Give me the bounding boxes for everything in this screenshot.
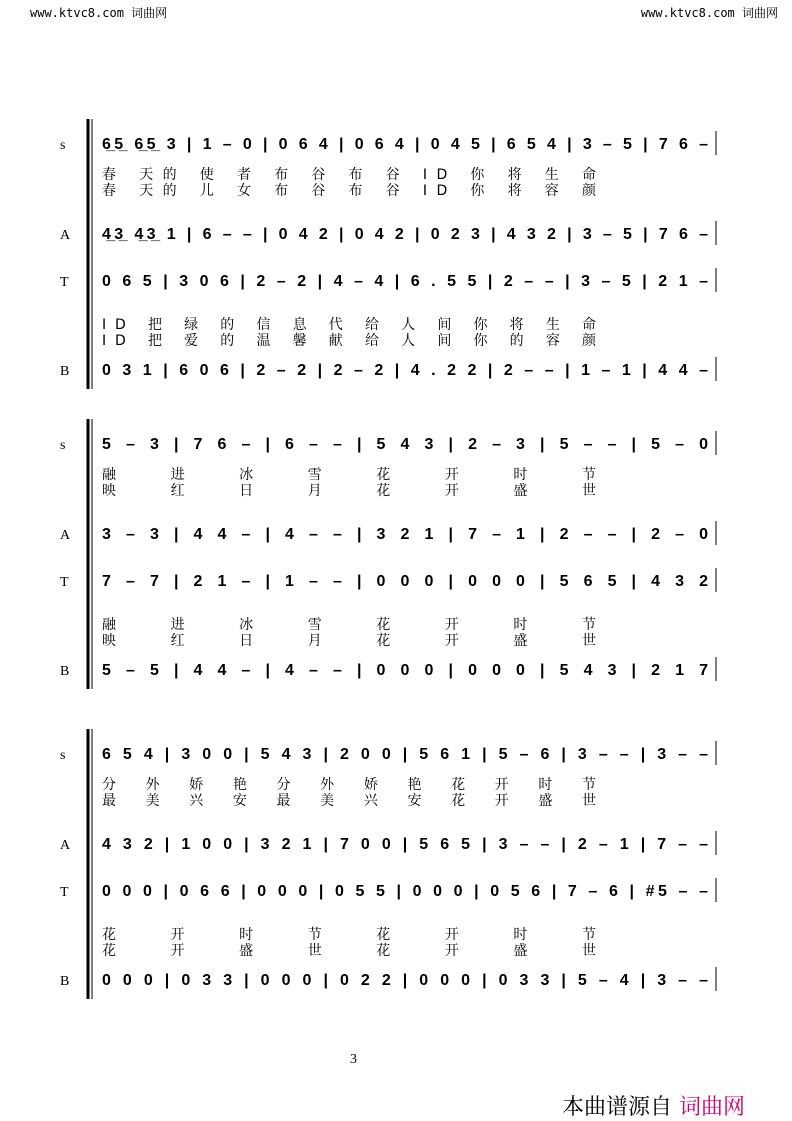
notation-row: 0 6 5 | 3 0 6 | 2 – 2 | 4 – 4 | 6 . 5 5 | 2 – – | 3 – 5 | 2 1 –: [102, 273, 709, 290]
notation-row: 7 – 7 | 2 1 – | 1 – – | 0 0 0 | 0 0 0 | 5 6 5 | 4 3 2: [102, 573, 708, 590]
lyric-row: ID 把 绿 的 信 息 代 给 人 间 你 将 生 命: [102, 317, 596, 333]
voice-label-B: B: [60, 974, 70, 989]
notation-row: 5 – 5 | 4 4 – | 4 – – | 0 0 0 | 0 0 0 | 5 4 3 | 2 1 7: [102, 662, 708, 679]
voice-label-B: B: [60, 364, 70, 379]
voice-label-T: T: [60, 575, 69, 590]
source-brand[interactable]: 词曲网: [679, 1095, 746, 1120]
lyric-row: 春 天的 儿 女 布 谷 布 谷 ID 你 将 容 颜: [102, 183, 596, 199]
lyric-row: 最 美 兴 安 最 美 兴 安 花 开 盛 世: [102, 793, 596, 809]
lyric-row: 花 开 盛 世 花 开 盛 世: [102, 943, 596, 959]
notation-row: 4̲3̲ 4̲3̲ 1 | 6 – – | 0 4 2 | 0 4 2 | 0 2 3 | 4 3 2 | 3 – 5 | 7 6 –: [102, 226, 709, 243]
lyric-row: 春 天的 使 者 布 谷 布 谷 ID 你 将 生 命: [102, 167, 596, 183]
notation-row: 5 – 3 | 7 6 – | 6 – – | 5 4 3 | 2 – 3 | 5 – – | 5 – 0: [102, 436, 708, 453]
lyric-row: 花 开 时 节 花 开 时 节: [102, 927, 596, 943]
lyric-row: 融 进 冰 雪 花 开 时 节: [102, 617, 596, 633]
system-3: [60, 729, 716, 999]
lyric-row: 分 外 娇 艳 分 外 娇 艳 花 开 时 节: [102, 777, 596, 793]
notation-row: 3 – 3 | 4 4 – | 4 – – | 3 2 1 | 7 – 1 | 2 – – | 2 – 0: [102, 526, 708, 543]
notation-row: 0 3 1 | 6 0 6 | 2 – 2 | 2 – 2 | 4 . 2 2 | 2 – – | 1 – 1 | 4 4 –: [102, 362, 709, 379]
watermark-right: www.ktvc8.com 词曲网: [640, 6, 778, 20]
voice-label-A: A: [60, 228, 71, 243]
voice-label-s: s: [60, 748, 66, 763]
watermark-left: www.ktvc8.com 词曲网: [30, 6, 168, 20]
system-2: [60, 419, 716, 689]
page-number: 3: [350, 1052, 357, 1067]
notation-row: 4 3 2 | 1 0 0 | 3 2 1 | 7 0 0 | 5 6 5 | 3 – – | 2 – 1 | 7 – –: [102, 836, 709, 853]
source-footer: [562, 1090, 745, 1121]
voice-label-T: T: [60, 885, 69, 900]
voice-label-B: B: [60, 664, 70, 679]
voice-label-T: T: [60, 275, 69, 290]
voice-label-s: s: [60, 438, 66, 453]
voice-label-s: s: [60, 138, 66, 153]
lyric-row: 融 进 冰 雪 花 开 时 节: [102, 467, 596, 483]
notation-row: 6̲5̲ 6̲5̲ 3 | 1 – 0 | 0 6 4 | 0 6 4 | 0 4 5 | 6 5 4 | 3 – 5 | 7 6 –: [102, 136, 709, 153]
source-prefix: 本曲谱源自: [562, 1095, 673, 1120]
voice-label-A: A: [60, 838, 71, 853]
notation-row: 6 5 4 | 3 0 0 | 5 4 3 | 2 0 0 | 5 6 1 | 5 – 6 | 3 – – | 3 – –: [102, 746, 709, 763]
notation-row: 0 0 0 | 0 3 3 | 0 0 0 | 0 2 2 | 0 0 0 | 0 3 3 | 5 – 4 | 3 – –: [102, 972, 709, 989]
voice-label-A: A: [60, 528, 71, 543]
lyric-row: 映 红 日 月 花 开 盛 世: [102, 633, 596, 649]
lyric-row: ID 把 爱 的 温 馨 献 给 人 间 你 的 容 颜: [102, 333, 596, 349]
system-1: [60, 119, 716, 389]
lyric-row: 映 红 日 月 花 开 盛 世: [102, 483, 596, 499]
notation-row: 0 0 0 | 0 6 6 | 0 0 0 | 0 5 5 | 0 0 0 | 0 5 6 | 7 – 6 | #5 – –: [102, 883, 709, 900]
